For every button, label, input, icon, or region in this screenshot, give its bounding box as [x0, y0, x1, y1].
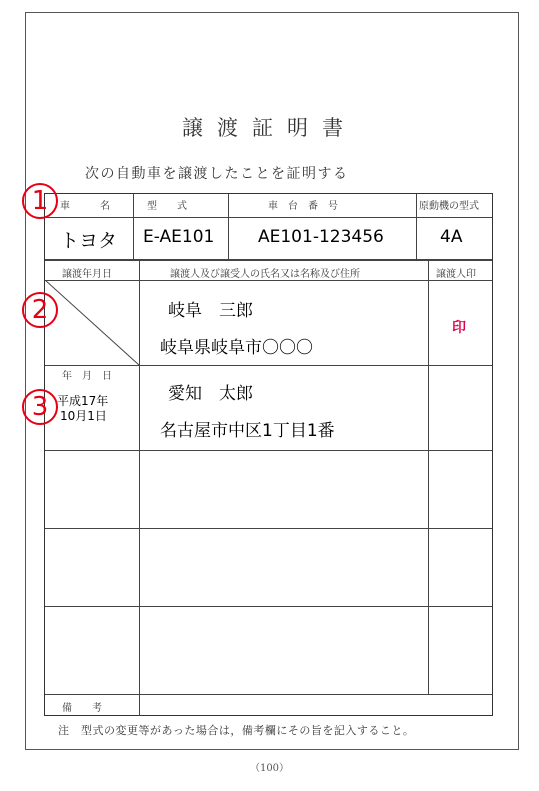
marker-2: 2 [22, 292, 58, 328]
marker-3: 3 [22, 389, 58, 425]
header-parties: 譲渡人及び譲受人の氏名又は名称及び住所 [170, 269, 360, 280]
transferor-address: 岐阜県岐阜市〇〇〇 [160, 338, 313, 358]
date-caption: 年 月 日 [62, 371, 112, 382]
footnote: 注 型式の変更等があった場合は，備考欄にその旨を記入すること。 [58, 724, 415, 737]
transferor-name: 岐阜 三郎 [168, 301, 253, 321]
page-number: （100） [249, 763, 290, 774]
row-divider [45, 259, 492, 261]
row-divider [45, 528, 492, 529]
engine-value: 4A [440, 227, 463, 247]
transfer-date-line1: 平成17年 [57, 394, 109, 408]
document-subtitle: 次の自動車を譲渡したことを証明する [85, 166, 349, 182]
header-seal: 譲渡人印 [436, 269, 476, 280]
col-divider [228, 194, 229, 260]
vehicle-name-value: トヨタ [60, 230, 118, 252]
header-transfer-date: 譲渡年月日 [62, 269, 112, 280]
col-divider [133, 194, 134, 260]
document-title: 譲渡証明書 [182, 116, 357, 140]
col-divider [428, 260, 429, 694]
row-divider [45, 694, 492, 695]
col-divider [416, 194, 417, 260]
header-engine: 原動機の型式 [419, 201, 479, 212]
transferee-address: 名古屋市中区1丁目1番 [160, 421, 335, 441]
remarks-label: 備 考 [62, 703, 102, 714]
header-chassis: 車 台 番 号 [268, 201, 338, 212]
model-value: E-AE101 [143, 227, 215, 247]
col-divider [139, 694, 140, 716]
header-vehicle-name: 車 名 [60, 201, 110, 212]
chassis-value: AE101-123456 [258, 227, 384, 247]
row-divider [45, 217, 492, 218]
transferee-name: 愛知 太郎 [168, 384, 253, 404]
seal-mark: 印 [452, 320, 466, 336]
row-divider [45, 606, 492, 607]
transfer-date-line2: 10月1日 [60, 409, 107, 423]
row-divider [45, 450, 492, 451]
diagonal-strike [45, 280, 140, 366]
marker-1: 1 [22, 183, 58, 219]
header-model: 型 式 [147, 201, 187, 212]
